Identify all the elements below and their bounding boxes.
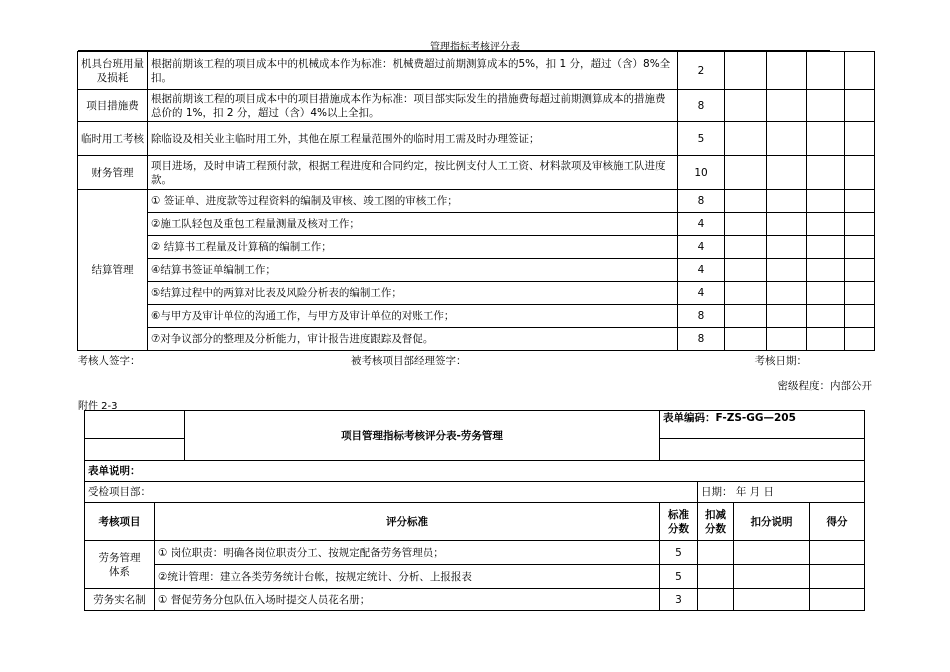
empty-cell[interactable]	[845, 213, 875, 236]
criteria-cell: ④结算书签证单编制工作；	[148, 259, 678, 282]
form-description: 表单说明：	[85, 461, 865, 482]
item-cell: 结算管理	[78, 190, 148, 351]
empty-cell[interactable]	[810, 541, 865, 565]
criteria-cell: 根据前期该工程的项目成本中的项目措施成本作为标准：项目部实际发生的措施费每超过前期测算成本的措施费总价的 1%，扣 2 分，超过（含）4%以上全扣。	[148, 90, 678, 122]
header-row	[85, 503, 865, 541]
empty-cell[interactable]	[725, 305, 767, 328]
empty-cell[interactable]	[725, 213, 767, 236]
score-cell: 8	[678, 328, 725, 351]
empty-cell[interactable]	[807, 305, 845, 328]
criteria-cell: ① 岗位职责：明确各岗位职责分工、按规定配备劳务管理员；	[155, 541, 660, 565]
item-cell: 财务管理	[78, 156, 148, 190]
table-row	[85, 541, 865, 565]
criteria-cell: ② 结算书工程量及计算稿的编制工作；	[148, 236, 678, 259]
empty-cell[interactable]	[725, 122, 767, 156]
empty-cell[interactable]	[734, 541, 810, 565]
empty-cell[interactable]	[845, 156, 875, 190]
score-cell: 8	[678, 190, 725, 213]
criteria-cell: ②统计管理：建立各类劳务统计台帐，按规定统计、分析、上报报表	[155, 565, 660, 589]
score-cell: 8	[678, 90, 725, 122]
form-code: 表单编码：F-ZS-GG—205	[660, 411, 865, 439]
item-cell: 项目措施费	[78, 90, 148, 122]
empty-cell[interactable]	[845, 122, 875, 156]
table-row	[78, 190, 875, 213]
table-row	[78, 213, 875, 236]
score-cell: 5	[678, 122, 725, 156]
item-cell: 临时用工考核	[78, 122, 148, 156]
empty-cell[interactable]	[767, 328, 807, 351]
empty-cell[interactable]	[767, 305, 807, 328]
empty-cell[interactable]	[807, 190, 845, 213]
empty-cell	[660, 439, 865, 461]
criteria-cell: ① 签证单、进度款等过程资料的编制及审核、竣工图的审核工作；	[148, 190, 678, 213]
empty-cell[interactable]	[807, 259, 845, 282]
empty-cell[interactable]	[698, 589, 734, 611]
item-cell: 机具台班用量及损耗	[78, 52, 148, 90]
empty-cell[interactable]	[698, 541, 734, 565]
table-row	[78, 156, 875, 190]
empty-cell[interactable]	[725, 328, 767, 351]
logo-cell	[85, 411, 185, 439]
score-cell: 4	[678, 213, 725, 236]
empty-cell[interactable]	[725, 236, 767, 259]
empty-cell[interactable]	[810, 565, 865, 589]
empty-cell[interactable]	[698, 565, 734, 589]
inspection-date[interactable]: 日期： 年 月 日	[698, 482, 865, 503]
manager-signature[interactable]: 被考核项目部经理签字：	[351, 354, 467, 367]
attachment-label: 附件 2-3	[78, 401, 118, 412]
table-row	[78, 122, 875, 156]
empty-cell[interactable]	[807, 213, 845, 236]
column-header: 扣分说明	[734, 503, 810, 541]
table-row	[85, 589, 865, 611]
criteria-cell: ⑥与甲方及审计单位的沟通工作，与甲方及审计单位的对账工作；	[148, 305, 678, 328]
score-cell: 4	[678, 259, 725, 282]
table-row	[78, 282, 875, 305]
empty-cell[interactable]	[807, 236, 845, 259]
empty-cell[interactable]	[807, 328, 845, 351]
item-cell: 劳务实名制	[85, 589, 155, 611]
empty-cell[interactable]	[767, 156, 807, 190]
empty-cell[interactable]	[725, 156, 767, 190]
score-cell: 3	[660, 589, 698, 611]
assessment-date[interactable]: 考核日期：	[754, 354, 807, 367]
scoring-table-1	[77, 51, 875, 371]
empty-cell[interactable]	[845, 52, 875, 90]
empty-cell[interactable]	[845, 90, 875, 122]
empty-cell[interactable]	[807, 122, 845, 156]
column-header: 得分	[810, 503, 865, 541]
empty-cell[interactable]	[807, 52, 845, 90]
empty-cell[interactable]	[725, 259, 767, 282]
description-row	[85, 461, 865, 482]
item-cell: 劳务管理体系	[85, 541, 155, 589]
empty-cell[interactable]	[767, 259, 807, 282]
empty-cell[interactable]	[767, 190, 807, 213]
title-row	[85, 411, 865, 439]
empty-cell[interactable]	[845, 328, 875, 351]
empty-cell[interactable]	[725, 282, 767, 305]
table-row	[78, 305, 875, 328]
page-header: 管理指标考核评分表	[430, 42, 520, 53]
empty-cell[interactable]	[767, 122, 807, 156]
table-row	[78, 236, 875, 259]
assessor-signature[interactable]: 考核人签字：	[77, 354, 141, 367]
column-header: 扣减分数	[698, 503, 734, 541]
column-header: 考核项目	[85, 503, 155, 541]
empty-cell[interactable]	[767, 213, 807, 236]
criteria-cell: ① 督促劳务分包队伍入场时提交人员花名册；	[155, 589, 660, 611]
empty-cell[interactable]	[767, 90, 807, 122]
score-cell: 5	[660, 565, 698, 589]
logo-cell	[85, 439, 185, 461]
empty-cell[interactable]	[725, 90, 767, 122]
empty-cell[interactable]	[767, 282, 807, 305]
scoring-table-2	[84, 410, 865, 611]
empty-cell[interactable]	[845, 305, 875, 328]
empty-cell[interactable]	[810, 589, 865, 611]
empty-cell[interactable]	[807, 282, 845, 305]
criteria-cell: 除临设及相关业主临时用工外，其他在原工程量范围外的临时用工需及时办理签证；	[148, 122, 678, 156]
table-row	[78, 52, 875, 90]
score-cell: 4	[678, 236, 725, 259]
table-row	[85, 565, 865, 589]
secrecy-level: 密级程度：内部公开	[777, 380, 872, 392]
empty-cell[interactable]	[845, 282, 875, 305]
criteria-cell: ⑤结算过程中的两算对比表及风险分析表的编制工作；	[148, 282, 678, 305]
empty-cell[interactable]	[845, 236, 875, 259]
score-cell: 8	[678, 305, 725, 328]
empty-cell[interactable]	[767, 236, 807, 259]
table-row	[78, 259, 875, 282]
criteria-cell: 项目进场，及时申请工程预付款，根据工程进度和合同约定，按比例支付人工工资、材料款项及审核施工队进度款。	[148, 156, 678, 190]
score-cell: 5	[660, 541, 698, 565]
empty-cell[interactable]	[807, 156, 845, 190]
criteria-cell: ⑦对争议部分的整理及分析能力，审计报告进度跟踪及督促。	[148, 328, 678, 351]
table-row	[78, 90, 875, 122]
signature-row	[78, 351, 875, 371]
inspected-project[interactable]: 受检项目部：	[85, 482, 698, 503]
score-cell: 4	[678, 282, 725, 305]
page-title: 项目管理指标考核评分表-劳务管理	[185, 411, 660, 461]
empty-cell[interactable]	[725, 190, 767, 213]
empty-cell[interactable]	[845, 190, 875, 213]
score-cell: 2	[678, 52, 725, 90]
empty-cell[interactable]	[725, 52, 767, 90]
empty-cell[interactable]	[845, 259, 875, 282]
criteria-cell: 根据前期该工程的项目成本中的机械成本作为标准：机械费超过前期测算成本的5%，扣 1 分，超过（含）8%全扣。	[148, 52, 678, 90]
column-header: 评分标准	[155, 503, 660, 541]
empty-cell[interactable]	[807, 90, 845, 122]
empty-cell[interactable]	[734, 565, 810, 589]
criteria-cell: ②施工队轻包及重包工程量测量及核对工作；	[148, 213, 678, 236]
table-row	[78, 328, 875, 351]
score-cell: 10	[678, 156, 725, 190]
empty-cell[interactable]	[734, 589, 810, 611]
column-header: 标准分数	[660, 503, 698, 541]
project-row	[85, 482, 865, 503]
empty-cell[interactable]	[767, 52, 807, 90]
